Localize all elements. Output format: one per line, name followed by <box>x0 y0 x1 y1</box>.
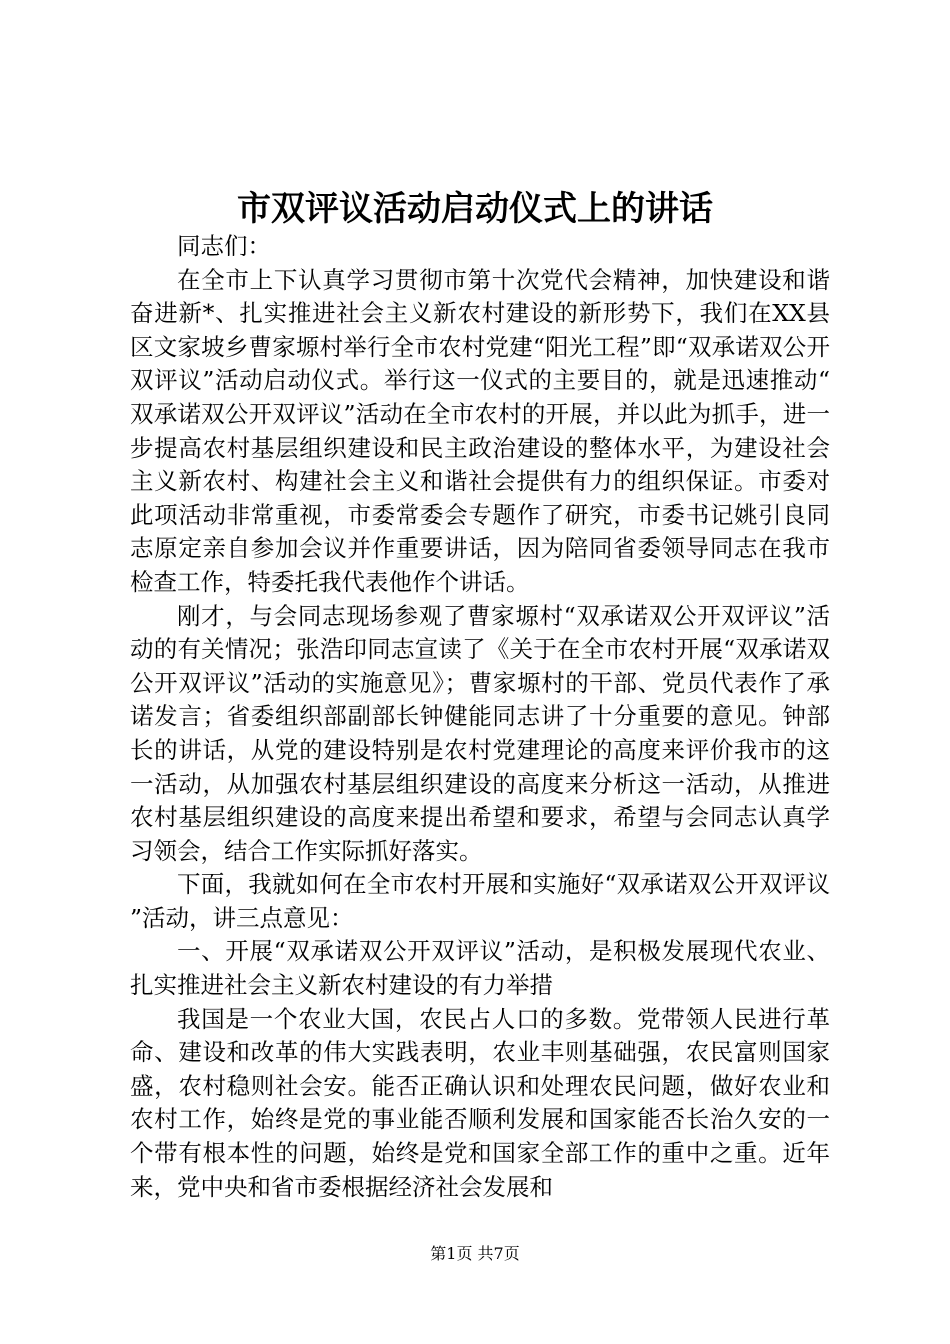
body-paragraph: 刚才，与会同志现场参观了曹家塬村“双承诺双公开双评议”活动的有关情况；张浩印同志宣读了《关于在全市农村开展“双承诺双公开双评议”活动的实施意见》；曹家塬村的干部、党员代表作了承诺发言；省委组织部副部长钟健能同志讲了十分重要的意见。钟部长的讲话，从党的建设特别是农村党建理论的高度来评价我市的这一活动，从加强农村基层组织建设的高度来分析这一活动，从推进农村基层组织建设的高度来提出希望和要求，希望与会同志认真学习领会，结合工作实际抓好落实。 <box>130 601 830 865</box>
document-title: 市双评议活动启动仪式上的讲话 <box>237 189 713 229</box>
section-heading-paragraph: 一、开展“双承诺双公开双评议”活动，是积极发展现代农业、扎实推进社会主义新农村建设的有力举措 <box>130 937 830 1000</box>
salutation-paragraph: 同志们： <box>177 232 271 260</box>
body-paragraph: 下面，我就如何在全市农村开展和实施好“双承诺双公开双评议”活动，讲三点意见： <box>130 870 830 932</box>
document-body <box>130 230 830 1204</box>
body-paragraph: 在全市上下认真学习贯彻市第十次党代会精神，加快建设和谐奋进新*、扎实推进社会主义新农村建设的新形势下，我们在XX县区文家坡乡曹家塬村举行全市农村党建“阳光工程”即“双承诺双公开双评议”活动启动仪式。举行这一仪式的主要目的，就是迅速推动“双承诺双公开双评议”活动在全市农村的开展，并以此为抓手，进一步提高农村基层组织建设和民主政治建设的整体水平，为建设社会主义新农村、构建社会主义和谐社会提供有力的组织保证。市委对此项活动非常重视，市委常委会专题作了研究，市委书记姚引良同志原定亲自参加会议并作重要讲话，因为陪同省委领导同志在我市检查工作，特委托我代表他作个讲话。 <box>130 265 830 596</box>
page-number-footer: 第1页 共7页 <box>430 1244 520 1263</box>
body-paragraph: 我国是一个农业大国，农民占人口的多数。党带领人民进行革命、建设和改革的伟大实践表明，农业丰则基础强，农民富则国家盛，农村稳则社会安。能否正确认识和处理农民问题，做好农业和农村工作，始终是党的事业能否顺利发展和国家能否长治久安的一个带有根本性的问题，始终是党和国家全部工作的重中之重。近年来，党中央和省市委根据经济社会发展和 <box>130 1004 830 1201</box>
